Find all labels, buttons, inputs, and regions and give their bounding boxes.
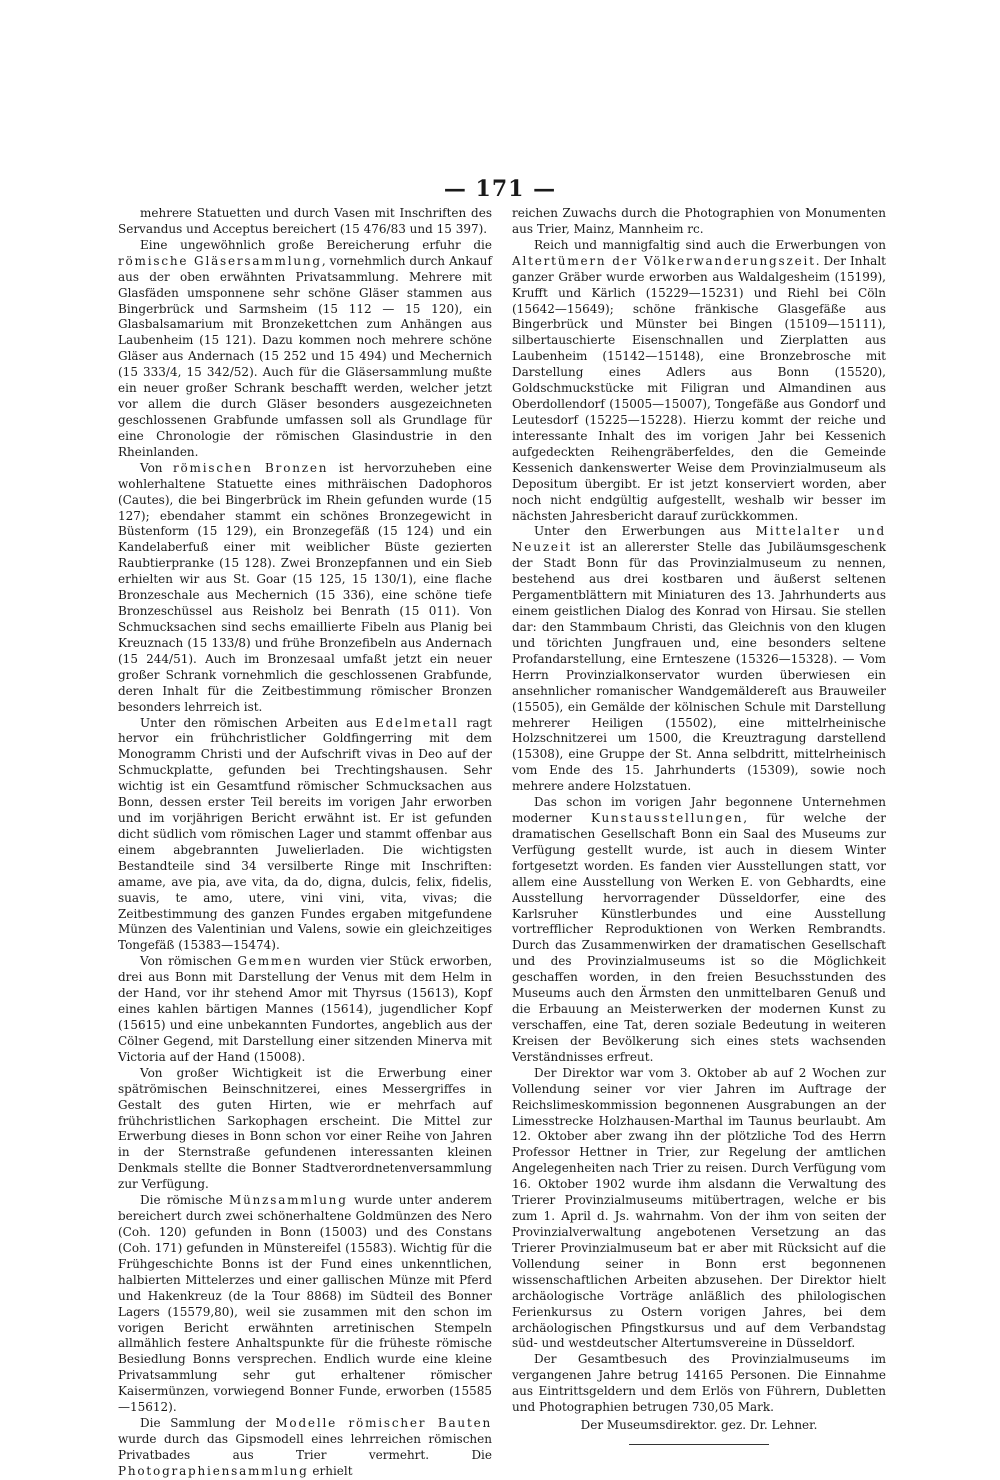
paragraph-text: Der Direktor war vom 3. Oktober ab auf 2 Wochen zur Vollendung seiner vor vier Jahren im Auftrage der Reichslimeskommission begonnenen Ausgrabungen an der Limesstrecke Holzhausen-Marthal im Taunus beurlaubt. Am 12. Oktober aber zwang ihn der plötzliche Tod des Herrn Professor Hettner in Trier, zur Regelung der amtlichen Angelegenheiten nach Trier zu reisen. Durch Verfügung vom 16. Oktober 1902 wurde ihm alsdann die Verwaltung des Trierer Provinzialmuseums mitübertragen, welche er bis zum 1. April d. Js. wahrnahm. Von der ihm von seiten der Provinzialverwaltung angebotenen Versetzung an das Trierer Provinzialmuseum bat er aber mit Rücksicht auf die Vollendung seiner in Bonn erst begonnenen wissenschaftlichen Arbeiten abzusehen. Der Direktor hielt archäologische Vorträge anläßlich des philologischen Ferienkursus zu Ostern vorigen Jahres, bei dem archäologischen Pfingstkursus und auf dem Verbandstag süd- und westdeutscher Altertumsvereine in Düsseldorf. [512,1065,886,1351]
paragraph-text: Von großer Wichtigkeit ist die Erwerbung einer spätrömischen Beinschnitzerei, eines Messergriffes in Gestalt des guten Hirten, wie er mehrfach auf frühchristlichen Sarkophagen erscheint. Die Mittel zur Erwerbung dieses in Bonn schon vor einer Reihe von Jahren in der Sternstraße gefundenen interessanten kleinen Denkmals stellte die Bonner Stadtverordnetenversammlung zur Verfügung. [118,1065,492,1192]
paragraph-text: wurden vier Stück erworben, drei aus Bonn mit Darstellung der Venus mit dem Helm in der Hand, vor ihr stehend Amor mit Thyrsus (15613), Kopf eines kahlen bärtigen Mannes (15614), jugendlicher Kopf (15615) und eine unbekannten Fundortes, angeblich aus der Cölner Gegend, mit Darstellung einer sitzenden Minerva mit Victoria auf der Hand (15008). [118,954,493,1064]
paragraph [512,238,886,525]
paragraph [118,1193,492,1416]
spaced-heading-term: Photographiensammlung [118,1463,309,1478]
paragraph-text: Der Gesamtbesuch des Provinzialmuseums im vergangenen Jahre betrug 14165 Personen. Die Einnahme aus Eintrittsgeldern und dem Erlös von Führern, Dubletten und Photographien betrugen 730,05 Mark. [512,1352,886,1415]
spaced-heading-term: Modelle römischer Bauten [275,1416,492,1431]
paragraph [118,206,492,238]
paragraph-text: Reich und mannigfaltig sind auch die Erwerbungen von [534,237,886,252]
paragraph-text: erhielt [308,1463,353,1478]
paragraph-text: mehrere Statuetten und durch Vasen mit Inschriften des Servandus und Acceptus bereichert (15 476/83 und 15 397). [118,206,492,236]
paragraph [118,1066,492,1193]
paragraph-text: Das schon im vorigen Jahr begonnene Unternehmen moderner [512,795,886,826]
paragraph [118,1416,492,1480]
paragraph-text: wurde unter anderem bereichert durch zwei schönerhaltene Goldmünzen des Nero (Coh. 120) gefunden in Bonn (15003) und des Constans (Coh. 171) gefunden in Münstereifel (15583). Wichtig für die Frühgeschichte Bonns ist der Fund eines unkenntlichen, halbierten Mittelerzes und einer gallischen Münze mit Pferd und Hakenkreuz (de la Tour 8868) im Südteil des Bonner Lagers (15579,80), weil sie zusammen mit den schon im vorigen Bericht erwähnten arretinischen Stempeln allmählich festere Anhaltspunkte für die früheste römische Besiedlung Bonns versprechen. Endlich wurde eine kleine Privatsammlung sehr gut erhaltener römischer Kaisermünzen, vorwiegend Bonner Funde, erworben (15585—15612). [118,1193,493,1415]
paragraph-text: Die römische [140,1193,229,1208]
paragraph [118,954,492,1065]
signature: Der Museumsdirektor. gez. Dr. Lehner. [580,1418,818,1433]
paragraph [512,795,886,1066]
right-column [512,206,886,1445]
paragraph-text: , für welche der dramatischen Gesellschaft Bonn ein Saal des Museums zur Verfügung gestellt wurde, ist auch in diesem Winter fortgesetzt worden. Es fanden vier Ausstellungen statt, vor allem eine Ausstellung von Werken E. von Gebhardts, eine Ausstellung hervorragender Düsseldorfer, eine des Karlsruher Künstlerbundes und eine Ausstellung vortrefflicher Reproduktionen von Werken Rembrandts. Durch das Zusammenwirken der dramatischen Gesellschaft und des Provinzialmuseums ist so die Möglichkeit geschaffen worden, in den freien Besuchsstunden des Museums auch den Ärmsten den unmittelbaren Genuß und die Erbauung an Meisterwerken der modernen Kunst zu verschaffen, eine Tat, deren soziale Bedeutung in weiteren Kreisen der Bevölkerung sich eines stets wachsenden Verständnisses erfreut. [512,811,886,1064]
paragraph-text: Die Sammlung der [140,1416,276,1431]
spaced-heading-term: römische Gläsersammlung [118,253,322,268]
paragraph-text: Von [140,460,173,475]
page-number: — 171 — [443,176,557,202]
spaced-heading-term: Edelmetall [375,715,459,730]
paragraph-text: reichen Zuwachs durch die Photographien von Monumenten aus Trier, Mainz, Mannheim rc. [512,206,886,236]
paragraph-text: ragt hervor ein frühchristlicher Goldfingerring mit dem Monogramm Christi und der Aufschrift vivas in Deo auf der Schmuckplatte, gefunden bei Trechtingshausen. Sehr wichtig ist ein Gesamtfund römischer Schmucksachen aus Bonn, dessen erster Teil bereits im vorigen Jahr erworben und im vorjährigen Bericht erwähnt ist. Er ist gefunden dicht südlich vom römischen Lager und stammt offenbar aus einem abgebrannten Juwelierladen. Die wichtigsten Bestandteile sind 34 versilberte Ringe mit Inschriften: amame, ave pia, ave vita, da do, digna, dulcis, felix, fidelis, suavis, te amo, utere, vini vini, vita, vivas; die Zeitbestimmung des ganzen Fundes ergaben mitgefundene Münzen des Valentinian und Valens, sowie ein gleichzeitiges Tongefäß (15383—15474). [118,715,492,953]
paragraph [118,461,492,716]
paragraph-text: Eine ungewöhnlich große Bereicherung erfuhr die [140,237,492,252]
paragraph [118,238,492,461]
paragraph [512,206,886,238]
spaced-heading-term: Altertümern der Völkerwanderungszeit [512,253,816,268]
paragraph-text: ist hervorzuheben eine wohlerhaltene Statuette eines mithräischen Dadophoros (Cautes), die bei Bingerbrück im Rhein gefunden wurde (15 127); ebendaher stammt ein schönes Bronzegewicht in Büstenform (15 129), ein Bronzegefäß (15 124) und ein Kandelaberfuß einer mit weiblicher Büste gezierten Raubtierpranke (15 128). Zwei Bronzepfannen und ein Sieb erhielten wir aus St. Goar (15 125, 15 130/1), eine flache Bronzeschale aus Mechernich (15 336), eine schöne tiefe Bronzeschüssel aus Reisholz bei Benrath (15 011). Von Schmucksachen sind sechs emaillierte Fibeln aus Planig bei Kreuznach (15 133/8) und frühe Bronzefibeln aus Andernach (15 244/51). Auch im Bronzesaal umfaßt jetzt ein neuer großer Schrank vornehmlich die geschlossenen Grabfunde, deren Inhalt für die Zeitbestimmung römischer Bronzen besonders lehrreich ist. [118,460,492,714]
end-rule [629,1444,769,1445]
paragraph [512,1352,886,1416]
paragraph-text: ist an allererster Stelle das Jubiläumsgeschenk der Stadt Bonn für das Provinzialmuseum zu nennen, bestehend aus drei kostbaren und äußerst seltenen Pergamentblättern mit Miniaturen des 13. Jahrhunderts aus einem geistlichen Dialog des Konrad von Hirsau. Sie stellen dar: den Stammbaum Christi, das Gleichnis von den klugen und törichten Jungfrauen und, eine besonders seltene Profandarstellung, eine Ernteszene (15326—15328). — Vom Herrn Provinzialkonservator wurden überwiesen ein ansehnlicher romanischer Wandgemäldereſt aus Brauweiler (15505), ein Gemälde der kölnischen Schule mit Darstellung mehrerer Heiligen (15502), eine mittelrheinische Holzschnitzerei um 1500, die Kreuztragung darstellend (15308), eine Gruppe der St. Anna selbdritt, mittelrheinisch vom Ende des 15. Jahrhunderts (15309), sowie noch mehrere andere Holzstatuen. [512,540,886,794]
paragraph-text: Unter den römischen Arbeiten aus [140,715,376,730]
paragraph-text: , vornehmlich durch Ankauf aus der oben erwähnten Privatsammlung. Mehrere mit Glasfäden umsponnene sehr schöne Gläser stammen aus Bingerbrück und Sarmsheim (15 112 — 15 120), ein Glasbalsamarium mit Bronzekettchen zum Anhängen aus Laubenheim (15 121). Dazu kommen noch mehrere schöne Gläser aus Andernach (15 252 und 15 494) und Mechernich (15 333/4, 15 342/52). Auch für die Gläsersammlung mußte ein neuer großer Schrank beschafft werden, welcher jetzt vor allem die durch Gläser besonders ausgezeichneten geschlossenen Grabfunde umfassen soll als Grundlage für eine Chronologie der römischen Glasindustrie in den Rheinlanden. [118,253,492,459]
paragraph [512,1066,886,1353]
spaced-heading-term: Mittelalter und Neuzeit [512,524,886,555]
paragraph [512,524,886,795]
paragraph [118,716,492,955]
left-column [118,206,492,1480]
spaced-heading-term: Gemmen [237,954,303,969]
paragraph-text: Unter den Erwerbungen aus [534,524,756,539]
paragraph-text: . Der Inhalt ganzer Gräber wurde erworben aus Waldalgesheim (15199), Krufft und Kärlich (15229—15231) und Riehl bei Cöln (15642—15649); schöne fränkische Glasgefäße aus Bingerbrück und Münster bei Bingen (15109—15111), silbertauschierte Eisenschnallen und Zierplatten aus Laubenheim (15142—15148), eine Bronzebrosche mit Darstellung eines Adlers aus Bonn (15520), Goldschmuckstücke mit Filigran und Almandinen aus Oberdollendorf (15005—15007), Tongefäße aus Gondorf und Leutesdorf (15225—15228). Hierzu kommt der reiche und interessante Inhalt des im vorigen Jahr bei Kessenich aufgedeckten Reihengräberfeldes, den die Gemeinde Kessenich dankenswerter Weise dem Provinzialmuseum als Depositum übergibt. Er ist jetzt konserviert worden, aber noch nicht endgültig aufgestellt, weshalb wir besser im nächsten Jahresbericht darauf zurückkommen. [512,253,886,523]
paragraph-text: Von römischen [140,954,238,969]
paragraph-text: wurde durch das Gipsmodell eines lehrreichen römischen Privatbades aus Trier vermehrt. Die [118,1431,492,1462]
spaced-heading-term: römischen Bronzen [172,460,329,475]
spaced-heading-term: Kunstausstellungen [590,811,744,826]
spaced-heading-term: Münzsammlung [228,1193,348,1208]
